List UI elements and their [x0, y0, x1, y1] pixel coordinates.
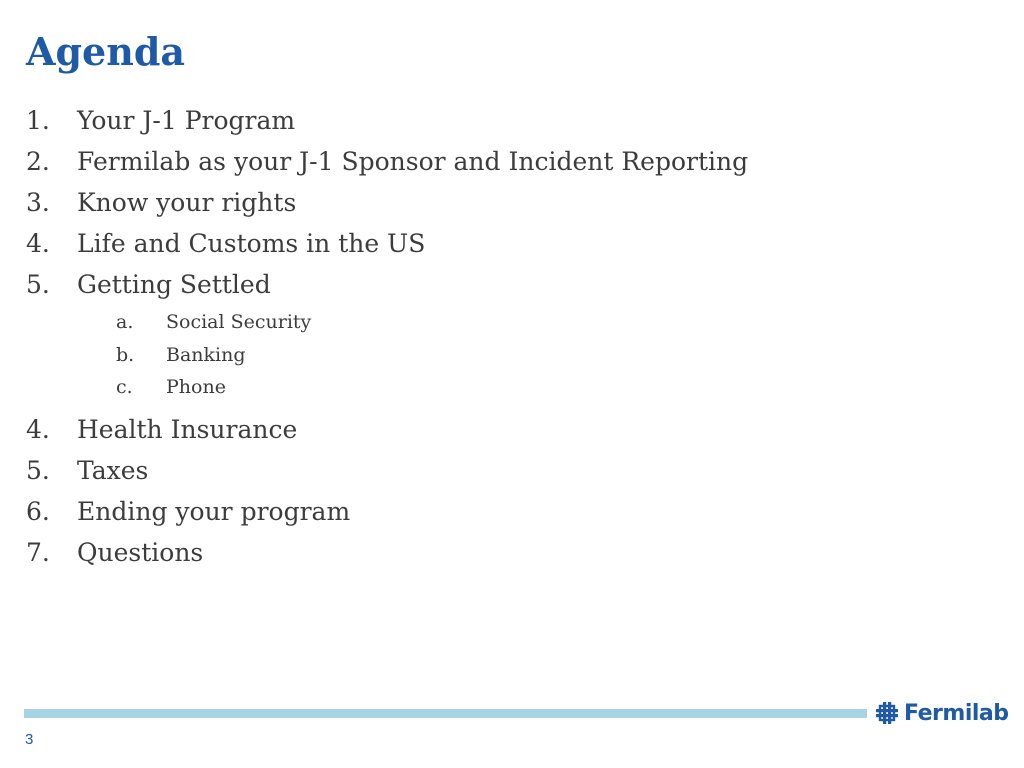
agenda-item-label: Questions: [77, 537, 204, 567]
agenda-item-number: 4.: [26, 414, 50, 444]
agenda-item: [26, 456, 986, 497]
agenda-item-label: Fermilab as your J-1 Sponsor and Incident Reporting: [77, 147, 749, 176]
agenda-item: [26, 270, 986, 311]
agenda-item-number: 2.: [26, 147, 50, 176]
agenda-item: [26, 538, 986, 579]
agenda-item: [26, 147, 986, 188]
agenda-item-label: Know your rights: [77, 188, 297, 217]
agenda-item-label: Getting Settled: [77, 270, 271, 299]
agenda-item: [26, 188, 986, 229]
agenda-sub-list: [26, 311, 986, 415]
agenda-sub-item: [26, 376, 986, 409]
agenda-list: [26, 106, 986, 579]
agenda-sub-item-label: Phone: [166, 376, 226, 398]
agenda-sub-item-letter: a.: [116, 311, 134, 333]
agenda-item-label: Ending your program: [77, 496, 351, 526]
agenda-item-label: Taxes: [77, 455, 149, 485]
agenda-item-number: 7.: [26, 537, 50, 567]
agenda-item-number: 5.: [26, 270, 50, 299]
page-number: 3: [25, 731, 34, 748]
agenda-item-number: 4.: [26, 229, 50, 258]
agenda-item-number: 3.: [26, 188, 50, 217]
agenda-item: [26, 229, 986, 270]
slide-title: Agenda: [26, 29, 186, 74]
agenda-item-label: Health Insurance: [77, 414, 298, 444]
agenda-item: [26, 497, 986, 538]
fermilab-logo-text: Fermilab: [904, 700, 1009, 726]
fermilab-logo: [874, 698, 1009, 728]
agenda-item: [26, 415, 986, 456]
agenda-sub-item-label: Banking: [166, 343, 246, 366]
agenda-sub-item: [26, 344, 986, 377]
agenda-sub-item-letter: b.: [116, 343, 135, 366]
agenda-item-label: Life and Customs in the US: [77, 229, 426, 258]
agenda-item: [26, 106, 986, 147]
agenda-sub-item-label: Social Security: [166, 311, 312, 333]
agenda-item-number: 1.: [26, 106, 50, 135]
agenda-item-number: 5.: [26, 455, 50, 485]
agenda-sub-list-container: [26, 311, 986, 415]
fermilab-logo-icon: [874, 700, 900, 726]
agenda-sub-item-letter: c.: [116, 376, 133, 398]
footer-divider-bar: [24, 709, 867, 718]
agenda-item-label: Your J-1 Program: [77, 106, 296, 135]
agenda-sub-item: [26, 311, 986, 344]
agenda-item-number: 6.: [26, 496, 50, 526]
